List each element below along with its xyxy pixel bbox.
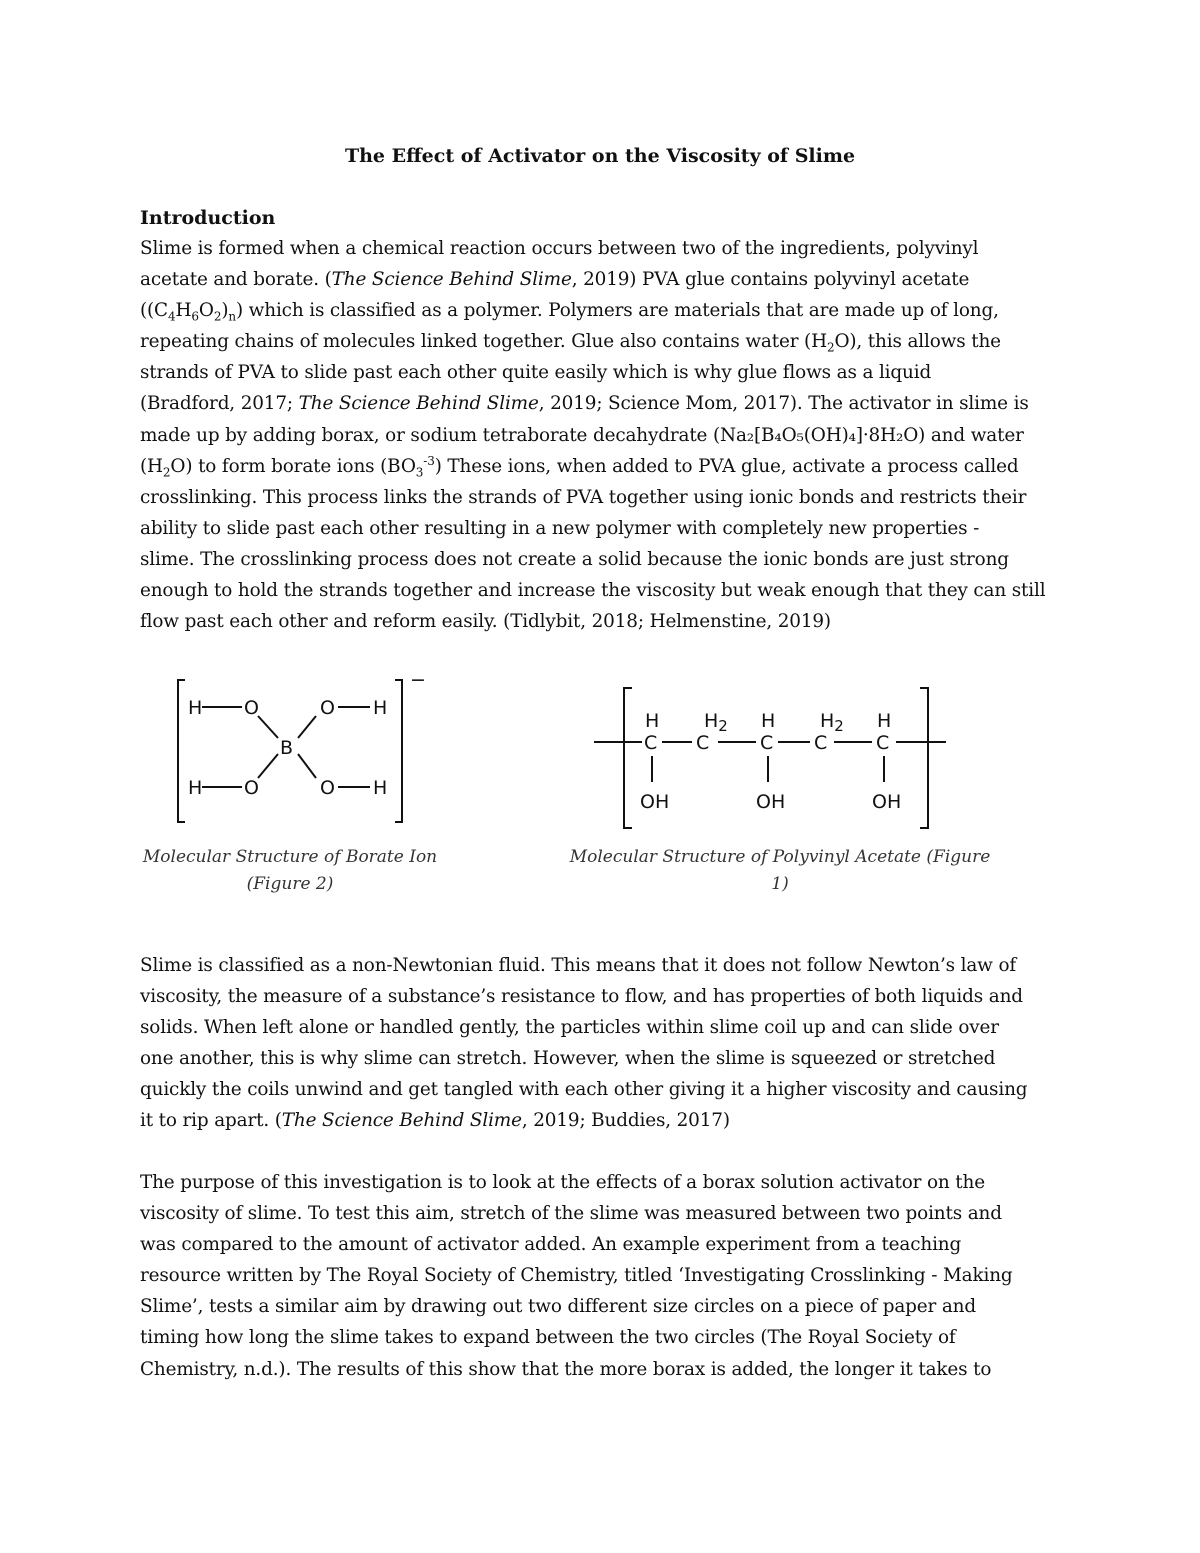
atom-label: $H_2$ — [704, 710, 728, 735]
text-line: repeating chains of molecules linked together. Glue also contains water $(H_2O)$, this allows the — [140, 331, 1001, 355]
intro-paragraph — [140, 233, 1065, 637]
text-line: solids. When left alone or handled gently, the particles within slime coil up and can slide over — [140, 1017, 999, 1039]
text-line: one another, this is why slime can stretch. However, when the slime is squeezed or stretched — [140, 1048, 996, 1070]
non-newtonian-paragraph — [140, 950, 1065, 1137]
text-line: it to rip apart. (The Science Behind Slime, 2019; Buddies, 2017) — [140, 1110, 730, 1132]
atom-label: C — [876, 732, 890, 754]
text-line: Slime’, tests a similar aim by drawing out two different size circles on a piece of paper and — [140, 1296, 976, 1318]
text-line: crosslinking. This process links the strands of PVA together using ionic bonds and restricts their — [140, 486, 1027, 508]
text-line: $(H_2O)$ to form borate ions $(BO_3^{-3})$ These ions, when added to PVA glue, activate a process called — [140, 453, 1019, 480]
text-line: was compared to the amount of activator added. An example experiment from a teaching — [140, 1234, 962, 1256]
atom-label: C — [814, 732, 828, 754]
text-line: timing how long the slime takes to expand between the two circles (The Royal Society of — [140, 1327, 956, 1349]
text-line: Slime is formed when a chemical reaction occurs between two of the ingredients, polyvinyl — [140, 238, 979, 259]
atom-label: O — [244, 777, 259, 799]
text-line: acetate and borate. (The Science Behind Slime, 2019) PVA glue contains polyvinyl acetate — [140, 269, 970, 291]
text-line: enough to hold the strands together and increase the viscosity but weak enough that they can still — [140, 580, 1046, 602]
text-line: strands of PVA to slide past each other quite easily which is why glue flows as a liquid — [140, 362, 932, 384]
text-line: $((C_4H_6O_2)_n)$ which is classified as a polymer. Polymers are materials that are made up of long, — [140, 300, 999, 324]
atom-label: H — [188, 697, 203, 719]
charge-label: − — [410, 670, 426, 691]
atom-label: H — [645, 710, 660, 732]
atom-label: H — [373, 777, 388, 799]
atom-label: H — [761, 710, 776, 732]
text-line: resource written by The Royal Society of Chemistry, titled ‘Investigating Crosslinking - Making — [140, 1265, 1013, 1287]
text-line: Slime is classified as a non-Newtonian fluid. This means that it does not follow Newton’s law of — [140, 955, 1017, 976]
atom-label: C — [644, 732, 658, 754]
atom-label: H — [877, 710, 892, 732]
text-line: viscosity, the measure of a substance’s resistance to flow, and has properties of both liquids and — [140, 986, 1023, 1008]
document-title: The Effect of Activator on the Viscosity of Slime — [344, 145, 856, 167]
atom-label: C — [696, 732, 710, 754]
figure-1-caption: Molecular Structure of Polyvinyl Acetate (Figure 1) — [569, 847, 991, 894]
atom-label: H — [188, 777, 203, 799]
text-line: viscosity of slime. To test this aim, stretch of the slime was measured between two points and — [140, 1203, 1002, 1225]
purpose-paragraph — [140, 1167, 1065, 1385]
atom-label: H — [373, 697, 388, 719]
text-line: quickly the coils unwind and get tangled with each other giving it a higher viscosity and causing — [140, 1079, 1028, 1101]
atom-label: O — [320, 777, 335, 799]
figure-2-caption: Molecular Structure of Borate Ion (Figure 2) — [142, 847, 438, 894]
text-line: slime. The crosslinking process does not create a solid because the ionic bonds are just strong — [140, 548, 1009, 570]
atom-label: $H_2$ — [820, 710, 844, 735]
atom-label: O — [244, 697, 259, 719]
text-line: (Bradford, 2017; The Science Behind Slime, 2019; Science Mom, 2017). The activator in slime is — [140, 393, 1029, 415]
text-line: ability to slide past each other resulting in a new polymer with completely new properties - — [140, 517, 980, 539]
atom-label: O — [320, 697, 335, 719]
text-line: made up by adding borax, or sodium tetraborate decahydrate (Na₂[B₄O₅(OH)₄]·8H₂O) and water — [140, 424, 1024, 446]
atom-label: OH — [640, 791, 670, 813]
atom-label: OH — [756, 791, 786, 813]
atom-label: C — [760, 732, 774, 754]
text-line: flow past each other and reform easily. (Tidlybit, 2018; Helmenstine, 2019) — [140, 611, 831, 633]
text-line: Chemistry, n.d.). The results of this show that the more borax is added, the longer it takes to — [140, 1358, 992, 1380]
text-line: The purpose of this investigation is to look at the effects of a borax solution activator on the — [140, 1172, 985, 1193]
atom-label: B — [280, 737, 294, 759]
atom-label: OH — [872, 791, 902, 813]
section-heading: Introduction — [140, 207, 276, 229]
